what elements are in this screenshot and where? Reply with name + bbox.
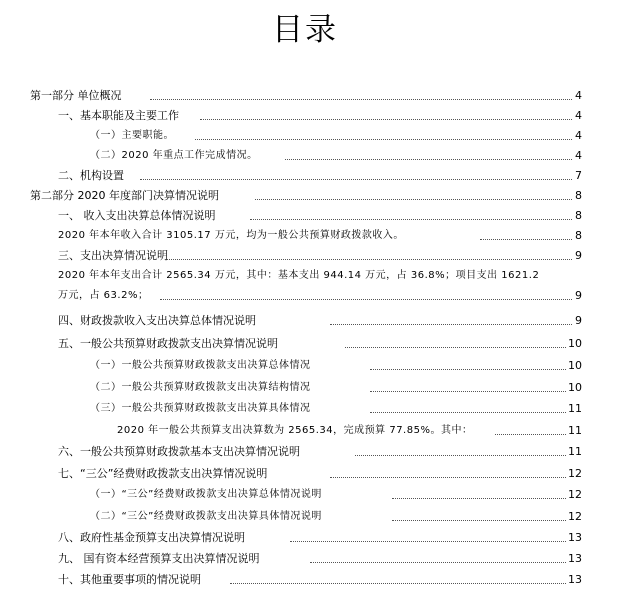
toc-entry-page: 10	[566, 356, 582, 376]
toc-leader	[165, 259, 572, 260]
toc-entry-page: 13	[566, 528, 582, 548]
toc-entry-text: 一、 收入支出决算总体情况说明	[58, 206, 218, 226]
toc-entry[interactable]	[0, 507, 642, 527]
toc-entry-text: 一、基本职能及主要工作	[58, 106, 181, 126]
toc-entry-text: 六、一般公共预算财政拨款基本支出决算情况说明	[58, 442, 302, 462]
toc-entry-text: （二）一般公共预算财政拨款支出决算结构情况	[90, 378, 313, 398]
toc-entry[interactable]	[0, 528, 642, 548]
toc-entry-page: 12	[566, 464, 582, 484]
toc-leader	[330, 477, 572, 478]
toc-entry-text: 五、一般公共预算财政拨款支出决算情况说明	[58, 334, 280, 354]
toc-entry[interactable]	[0, 186, 642, 206]
toc-entry[interactable]	[0, 86, 642, 106]
toc-leader	[195, 139, 572, 140]
toc-entry-page: 11	[566, 442, 582, 462]
toc-entry[interactable]	[0, 106, 642, 126]
toc-entry[interactable]	[0, 206, 642, 226]
toc-entry[interactable]	[0, 126, 642, 146]
toc-entry[interactable]	[0, 378, 642, 398]
toc-entry-page: 10	[566, 334, 582, 354]
toc-leader	[370, 412, 572, 413]
toc-entry-page: 9	[573, 311, 582, 331]
toc-leader	[290, 541, 572, 542]
toc-entry-continued: 2020 年本年支出合计 2565.34 万元，其中：基本支出 944.14 万元，占 36.8%；项目支出 1621.2	[58, 270, 540, 281]
toc-entry-text: （一）主要职能。	[90, 126, 176, 146]
toc-leader	[250, 219, 572, 220]
toc-entry-text: 万元，占 63.2%；	[58, 286, 150, 306]
toc-entry-page: 4	[573, 126, 582, 146]
toc-entry-page: 8	[573, 226, 582, 246]
toc-leader	[330, 324, 572, 325]
toc-entry-text: 第二部分 2020 年度部门决算情况说明	[30, 186, 221, 206]
toc-entry-page: 12	[566, 485, 582, 505]
toc-entry-text: 第一部分 单位概况	[30, 86, 124, 106]
toc-leader	[150, 99, 572, 100]
toc-entry-page: 4	[573, 86, 582, 106]
toc-entry-page: 11	[566, 399, 582, 419]
toc-entry-text: 八、政府性基金预算支出决算情况说明	[58, 528, 247, 548]
toc-leader	[140, 179, 572, 180]
toc-title: 目录	[272, 12, 338, 48]
toc-entry-page: 13	[566, 570, 582, 590]
toc-entry[interactable]	[0, 549, 642, 569]
toc-entry-text: 四、财政拨款收入支出决算总体情况说明	[58, 311, 258, 331]
toc-entry-text: 二、机构设置	[58, 166, 126, 186]
toc-leader	[370, 369, 572, 370]
toc-entry[interactable]	[0, 442, 642, 462]
toc-entry-page: 9	[573, 286, 582, 306]
toc-entry[interactable]	[0, 246, 642, 266]
toc-entry-text: 2020 年一般公共预算支出决算数为 2565.34，完成预算 77.85%。其中：	[117, 421, 474, 441]
toc-entry-page: 7	[573, 166, 582, 186]
toc-entry-text: 2020 年本年收入合计 3105.17 万元，均为一般公共预算财政拨款收入。	[58, 226, 406, 246]
toc-leader	[480, 239, 572, 240]
toc-entry-text: （二）2020 年重点工作完成情况。	[90, 146, 260, 166]
toc-leader	[200, 119, 572, 120]
toc-leader	[230, 583, 572, 584]
toc-entry[interactable]	[0, 421, 642, 441]
toc-entry-text: 三、支出决算情况说明	[58, 246, 170, 266]
toc-entry[interactable]	[0, 226, 642, 246]
toc-entry-text: （一）“三公”经费财政拨款支出决算总体情况说明	[90, 485, 324, 505]
toc-entry-page: 11	[566, 421, 582, 441]
toc-entry[interactable]	[0, 311, 642, 331]
toc-leader	[495, 434, 572, 435]
toc-entry[interactable]	[0, 464, 642, 484]
toc-entry[interactable]	[0, 570, 642, 590]
toc-entry-page: 8	[573, 206, 582, 226]
toc-leader	[392, 498, 572, 499]
toc-entry[interactable]	[0, 356, 642, 376]
toc-entry-text: 十、其他重要事项的情况说明	[58, 570, 203, 590]
toc-entry-page: 13	[566, 549, 582, 569]
toc-entry-text: （三）一般公共预算财政拨款支出决算具体情况	[90, 399, 313, 419]
toc-entry[interactable]	[0, 286, 642, 306]
toc-entry[interactable]	[0, 485, 642, 505]
toc-entry-page: 9	[573, 246, 582, 266]
toc-entry-page: 10	[566, 378, 582, 398]
toc-entry-page: 12	[566, 507, 582, 527]
toc-leader	[310, 562, 572, 563]
toc-entry-text: 七、“三公”经费财政拨款支出决算情况说明	[58, 464, 269, 484]
toc-entry-text: （一）一般公共预算财政拨款支出决算总体情况	[90, 356, 313, 376]
toc-entry-page: 4	[573, 146, 582, 166]
toc-leader	[370, 391, 572, 392]
toc-entry-page: 8	[573, 186, 582, 206]
toc-leader	[285, 159, 572, 160]
toc-entry[interactable]	[0, 146, 642, 166]
toc-entry-text: （二）“三公”经费财政拨款支出决算具体情况说明	[90, 507, 324, 527]
toc-leader	[392, 520, 572, 521]
toc-entry[interactable]	[0, 166, 642, 186]
toc-entry[interactable]	[0, 399, 642, 419]
toc-leader	[255, 199, 572, 200]
toc-entry[interactable]	[0, 334, 642, 354]
toc-entry-text: 九、 国有资本经营预算支出决算情况说明	[58, 549, 262, 569]
toc-entry-page: 4	[573, 106, 582, 126]
toc-leader	[355, 455, 572, 456]
toc-leader	[160, 299, 572, 300]
toc-leader	[345, 347, 572, 348]
